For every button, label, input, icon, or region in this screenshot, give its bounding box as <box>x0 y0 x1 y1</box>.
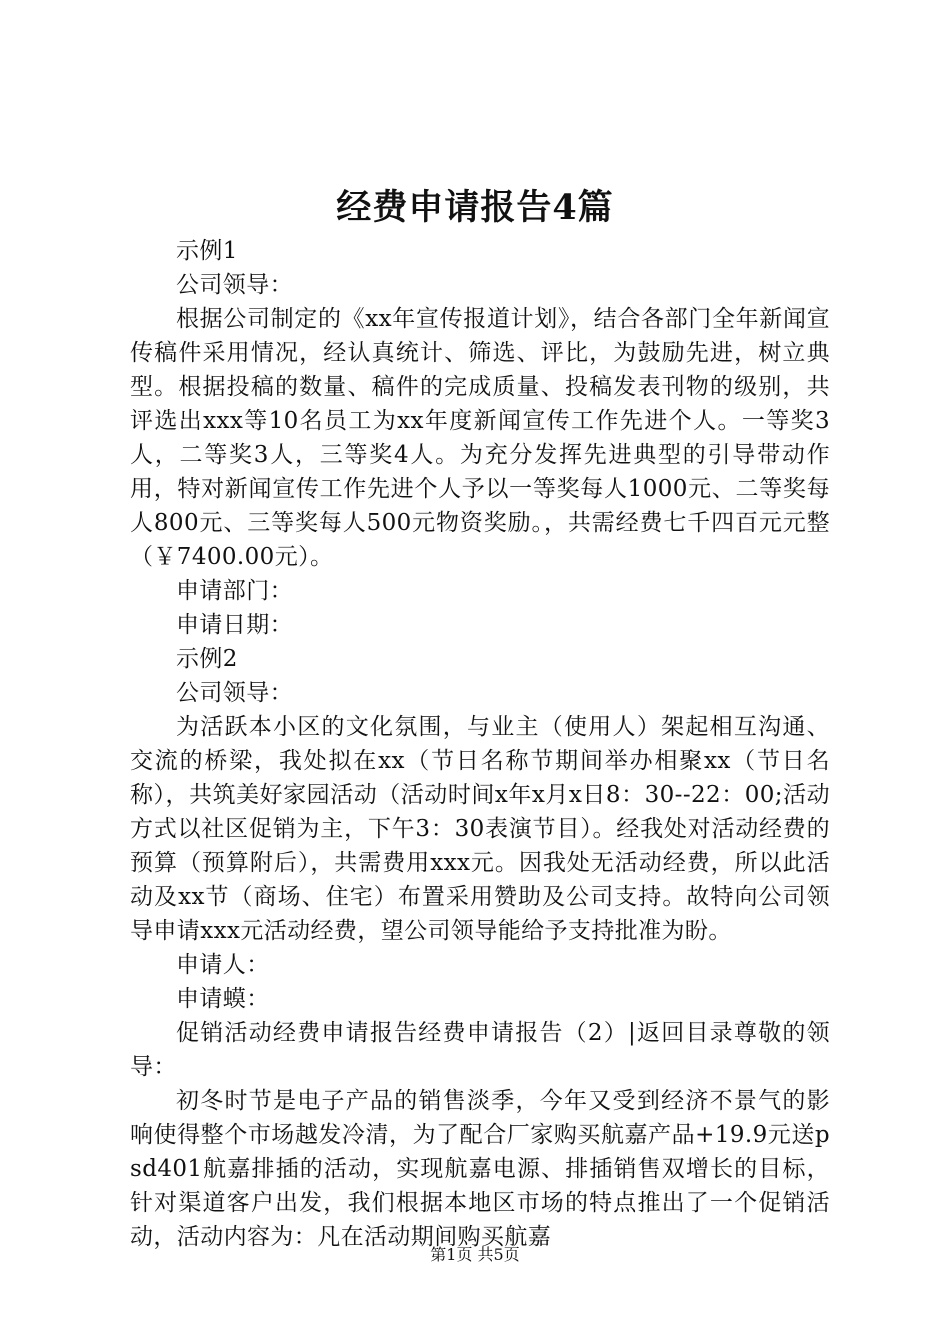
document-title: 经费申请报告4篇 <box>336 187 614 228</box>
paragraph: 申请日期： <box>176 612 293 638</box>
paragraph: 申请蟆： <box>176 986 270 1012</box>
paragraph: 申请人： <box>176 952 270 978</box>
paragraph: 公司领导： <box>176 272 293 298</box>
paragraph: 示例1 <box>176 238 238 264</box>
paragraph: 为活跃本小区的文化氛围，与业主（使用人）架起相互沟通、交流的桥梁，我处拟在xx（节日名称节期间举办相聚xx（节日名称），共筑美好家园活动（活动时间x年x月x日8：30--22：00;活动方式以社区促销为主，下午3：30表演节目）。经我处对活动经费的预算（预算附后），共需费用xxx元。因我处无活动经费，所以此活动及xx节（商场、住宅）布置采用赞助及公司支持。故特向公司领导申请xxx元活动经费，望公司领导能给予支持批准为盼。 <box>130 714 830 944</box>
paragraph: 促销活动经费申请报告经费申请报告（2）|返回目录尊敬的领导： <box>130 1020 830 1080</box>
paragraph: 初冬时节是电子产品的销售淡季，今年又受到经济不景气的影响使得整个市场越发冷清，为了配合厂家购买航嘉产品+19.9元送psd401航嘉排插的活动，实现航嘉电源、排插销售双增长的目标，针对渠道客户出发，我们根据本地区市场的特点推出了一个促销活动，活动内容为：凡在活动期间购买航嘉 <box>130 1088 830 1250</box>
paragraph: 示例2 <box>176 646 238 672</box>
paragraph: 申请部门： <box>176 578 293 604</box>
page-footer: 第1页 共5页 <box>430 1245 520 1264</box>
document-body <box>130 234 830 1254</box>
paragraph: 公司领导： <box>176 680 293 706</box>
paragraph: 根据公司制定的《xx年宣传报道计划》，结合各部门全年新闻宣传稿件采用情况，经认真统计、筛选、评比，为鼓励先进，树立典型。根据投稿的数量、稿件的完成质量、投稿发表刊物的级别，共评选出xxx等10名员工为xx年度新闻宣传工作先进个人。一等奖3人，二等奖3人，三等奖4人。为充分发挥先进典型的引导带动作用，特对新闻宣传工作先进个人予以一等奖每人1000元、二等奖每人800元、三等奖每人500元物资奖励。，共需经费七千四百元元整（￥7400.00元）。 <box>130 306 830 570</box>
